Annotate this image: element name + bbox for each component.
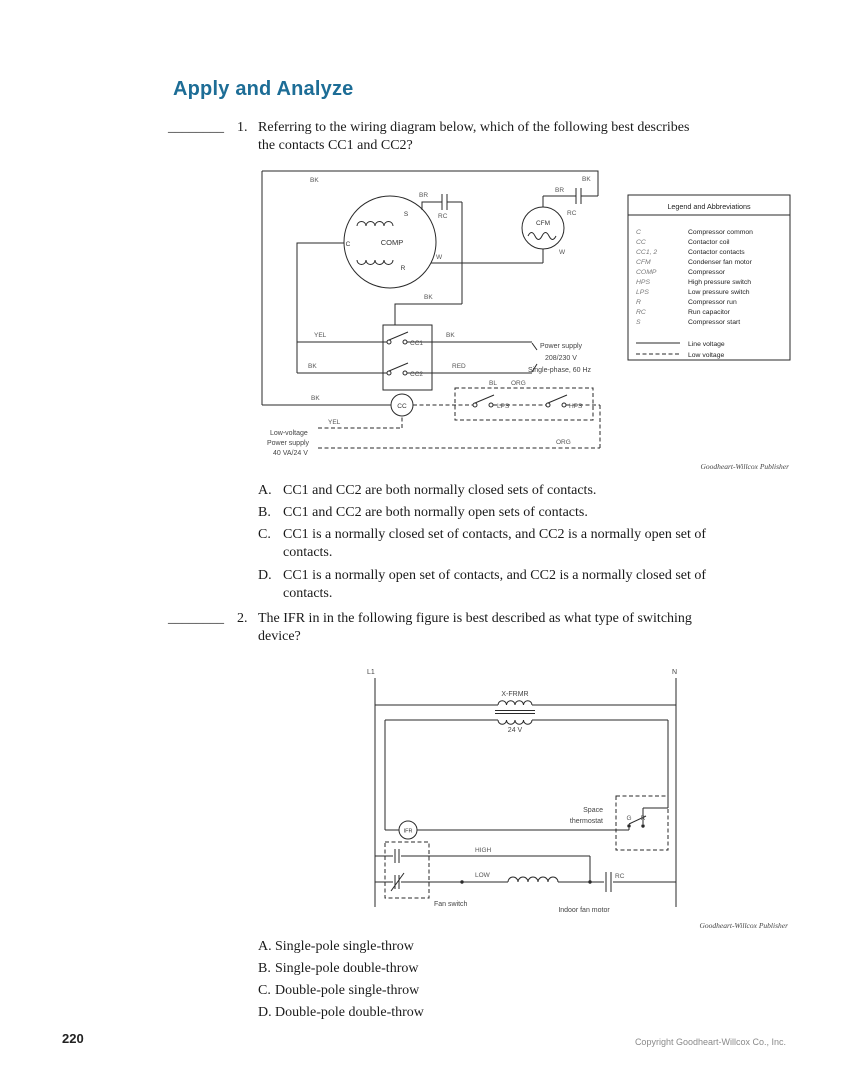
lv-supply-line3: 40 VA/24 V	[273, 450, 308, 457]
wiring-diagram-2-svg	[358, 660, 790, 932]
run-capacitor-label-2: RC	[567, 210, 577, 217]
q1-option-d-text-line2: contacts.	[283, 585, 333, 601]
legend-desc-hps: High pressure switch	[688, 279, 752, 286]
legend-abbr-cc: CC	[636, 239, 646, 246]
wire-label-w-1: W	[436, 254, 443, 261]
q1-option-c-letter: C.	[258, 527, 271, 542]
compressor-label: COMP	[380, 238, 404, 247]
q2-option-a	[258, 938, 815, 956]
thermostat-enclosure	[616, 796, 668, 850]
q2-option-c-text: Double-pole single-throw	[275, 983, 420, 998]
compressor-symbol	[344, 196, 436, 288]
ifr-relay-coil	[399, 821, 417, 839]
cc1-contact-label: CC1	[410, 340, 424, 347]
condenser-fan-motor-symbol	[522, 207, 564, 249]
q1-option-c-text-line1: CC1 is a normally closed set of contacts, and CC2 is a normally open set of	[283, 527, 707, 542]
question-2	[168, 610, 798, 645]
wire-label-bk-5: BK	[308, 363, 317, 370]
question-1-number: 1.	[237, 120, 248, 135]
q1-option-a-text: CC1 and CC2 are both normally closed sets of contacts.	[283, 483, 597, 498]
diagram-2-credit: Goodheart-Willcox Publisher	[699, 921, 788, 930]
space-thermostat-label-line1: Space	[583, 807, 603, 814]
lv-supply-line2: Power supply	[267, 440, 310, 447]
legend-desc-lps: Low pressure switch	[688, 289, 750, 296]
q1-option-c	[258, 526, 823, 561]
legend-box	[628, 195, 790, 360]
cc-coil-label: CC	[397, 403, 407, 410]
wire-label-bl: BL	[489, 380, 497, 387]
motor-run-capacitor-label: RC	[615, 873, 625, 880]
low-voltage-supply-callout	[267, 430, 310, 457]
hps-label: HPS	[569, 403, 583, 410]
transformer-24v-label: 24 V	[507, 727, 523, 734]
legend-abbr-lps: LPS	[636, 289, 649, 296]
run-capacitor-label-1: RC	[438, 213, 448, 220]
q2-option-d-letter: D.	[258, 1005, 272, 1020]
answer-blank-1: ________	[168, 120, 224, 135]
legend-abbr-hps: HPS	[636, 279, 650, 286]
transformer-symbol	[375, 691, 676, 734]
wire-label-org-1: ORG	[511, 380, 526, 387]
wire-label-bk-6: BK	[311, 395, 320, 402]
space-thermostat	[570, 796, 668, 850]
indoor-fan-motor-label: Indoor fan motor	[558, 907, 610, 914]
wire-label-org-2: ORG	[556, 439, 571, 446]
wire-label-red: RED	[452, 363, 466, 370]
q1-option-a-letter: A.	[258, 483, 272, 498]
power-supply-line2: 208/230 V	[545, 355, 577, 362]
legend-abbr-cc12: CC1, 2	[636, 249, 658, 256]
wiring-diagram-1-svg	[256, 166, 791, 471]
wire-label-yel-1: YEL	[314, 332, 327, 339]
question-2-number: 2.	[237, 611, 248, 626]
contactor-coil-symbol	[391, 394, 413, 416]
legend-desc-r: Compressor run	[688, 299, 737, 306]
pressure-switches	[473, 395, 583, 410]
low-speed-label: LOW	[475, 872, 490, 879]
copyright-notice: Copyright Goodheart-Willcox Co., Inc.	[634, 1037, 786, 1047]
cfm-label: CFM	[535, 220, 551, 227]
wiring-diagram-compressor	[256, 166, 791, 476]
q2-option-d	[258, 1004, 815, 1022]
q1-option-a	[258, 482, 823, 500]
wire-label-br-2: BR	[555, 187, 565, 194]
legend-abbr-r: R	[636, 299, 641, 306]
lv-supply-line1: Low-voltage	[270, 430, 308, 437]
question-2-line2: device?	[258, 628, 301, 644]
q2-option-b-letter: B.	[258, 961, 271, 976]
q1-option-c-text-line2: contacts.	[283, 544, 333, 560]
indoor-fan-motor	[508, 856, 676, 914]
legend-desc-cfm: Condenser fan motor	[688, 259, 752, 266]
fan-switch-contacts	[375, 842, 590, 908]
thermostat-g-terminal-label: G	[626, 815, 632, 822]
common-terminal-label: C	[345, 241, 351, 248]
q1-option-b-letter: B.	[258, 505, 271, 520]
q2-option-a-text: Single-pole single-throw	[275, 939, 414, 954]
wire-label-w-2: W	[559, 249, 566, 256]
question-1	[168, 119, 798, 154]
power-supply-line3: Single-phase, 60 Hz	[528, 367, 592, 374]
q2-option-d-text: Double-pole double-throw	[275, 1005, 424, 1020]
contactor-contacts-box	[383, 325, 432, 390]
page-number: 220	[62, 1031, 84, 1046]
lps-label: LPS	[497, 403, 510, 410]
legend-abbr-comp: COMP	[636, 269, 657, 276]
power-supply-callout	[528, 343, 592, 374]
n-rail-label: N	[672, 669, 678, 676]
wire-label-bk-3: BK	[424, 294, 433, 301]
q2-option-c	[258, 982, 815, 1000]
question-1-text	[258, 119, 798, 154]
wire-label-br-1: BR	[419, 192, 429, 199]
space-thermostat-label-line2: thermostat	[569, 818, 603, 825]
answer-blank-2: ________	[168, 611, 224, 626]
legend-low-voltage: Low voltage	[688, 352, 725, 359]
wire-label-bk-1: BK	[310, 177, 319, 184]
section-heading: Apply and Analyze	[173, 78, 354, 100]
legend-desc-cc12: Contactor contacts	[688, 249, 745, 256]
q2-option-b-text: Single-pole double-throw	[275, 961, 419, 976]
cc2-contact-label: CC2	[410, 371, 424, 378]
question-1-line2: the contacts CC1 and CC2?	[258, 137, 413, 153]
legend-abbr-rc: RC	[636, 309, 646, 316]
legend-abbr-s: S	[636, 319, 641, 326]
thermostat-r-terminal-label: R	[640, 815, 646, 822]
question-2-text	[258, 610, 798, 645]
start-terminal-label: S	[403, 211, 409, 218]
wire-label-yel-2: YEL	[328, 419, 341, 426]
q1-option-d	[258, 567, 823, 602]
legend-desc-c: Compressor common	[688, 229, 753, 236]
q1-option-d-text-line1: CC1 is a normally open set of contacts, and CC2 is a normally closed set of	[283, 568, 707, 583]
legend-title: Legend and Abbreviations	[667, 202, 751, 211]
power-supply-line1: Power supply	[540, 343, 583, 350]
legend-abbr-cfm: CFM	[636, 259, 651, 266]
q1-option-d-letter: D.	[258, 568, 272, 583]
legend-line-voltage: Line voltage	[688, 341, 725, 348]
run-terminal-label: R	[400, 265, 406, 272]
legend-desc-comp: Compressor	[688, 269, 726, 276]
high-speed-label: HIGH	[475, 847, 492, 854]
fan-switch-label: Fan switch	[434, 901, 468, 908]
wiring-diagram-fan-circuit	[358, 660, 790, 937]
wire-label-bk-2: BK	[582, 176, 591, 183]
wire-label-bk-4: BK	[446, 332, 455, 339]
question-1-line1: Referring to the wiring diagram below, which of the following best describes	[258, 120, 690, 135]
q1-option-b-text: CC1 and CC2 are both normally open sets of contacts.	[283, 505, 588, 520]
legend-abbr-c: C	[636, 229, 641, 236]
ifr-coil-label: IFR	[403, 828, 413, 835]
transformer-label: X-FRMR	[501, 691, 529, 698]
question-2-line1: The IFR in in the following figure is best described as what type of switching	[258, 611, 692, 626]
q2-option-b	[258, 960, 815, 978]
l1-rail-label: L1	[367, 669, 375, 676]
secondary-circuit-wires	[385, 720, 668, 830]
diagram-1-credit: Goodheart-Willcox Publisher	[700, 462, 789, 471]
q2-option-c-letter: C.	[258, 983, 271, 998]
legend-desc-rc: Run capacitor	[688, 309, 730, 316]
q1-option-b	[258, 504, 823, 522]
legend-desc-cc: Contactor coil	[688, 239, 730, 246]
legend-desc-s: Compressor start	[688, 319, 741, 326]
q2-option-a-letter: A.	[258, 939, 272, 954]
